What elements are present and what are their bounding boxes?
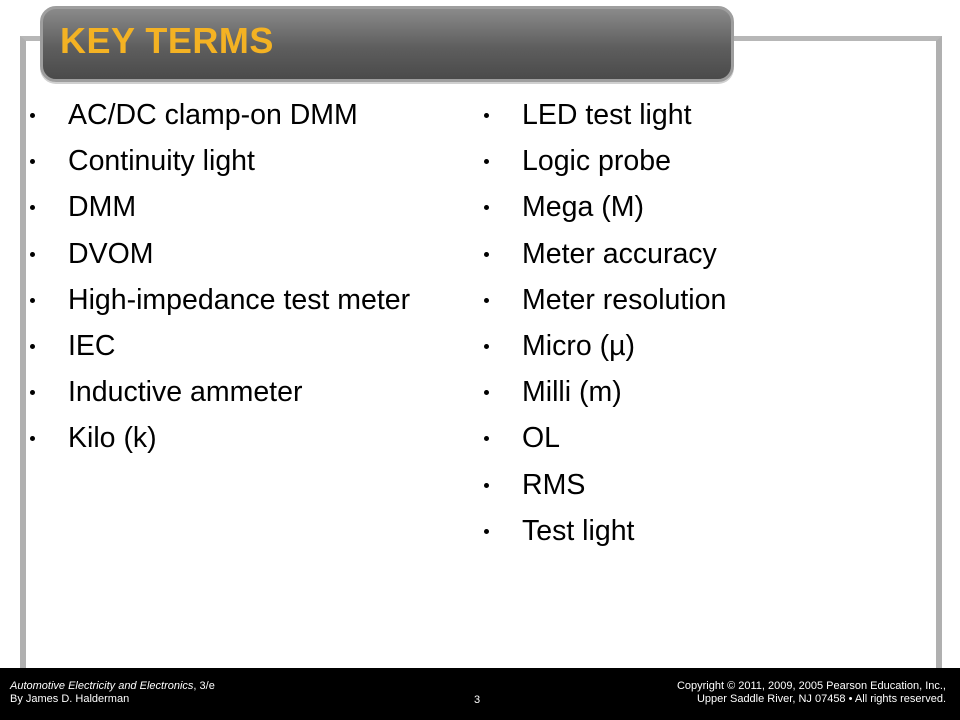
list-item <box>484 415 726 461</box>
bullet-icon <box>30 159 35 164</box>
book-author: By James D. Halderman <box>10 693 130 705</box>
list-item <box>484 231 726 277</box>
bullet-icon <box>484 390 489 395</box>
list-item <box>484 323 726 369</box>
list-item <box>30 184 410 230</box>
bullet-icon <box>30 344 35 349</box>
publisher-address: Upper Saddle River, NJ 07458 • All rights reserved. <box>696 693 946 705</box>
term-text: DMM <box>68 191 137 224</box>
page-number: 3 <box>474 694 481 706</box>
bullet-icon <box>30 298 35 303</box>
bullet-icon <box>30 436 35 441</box>
term-text: Mega (M) <box>522 191 644 224</box>
bullet-icon <box>484 298 489 303</box>
term-text: LED test light <box>522 99 692 131</box>
list-item <box>30 323 410 369</box>
bullet-icon <box>484 205 489 210</box>
list-item <box>484 184 726 230</box>
slide-title: KEY TERMS <box>60 20 274 61</box>
term-text: IEC <box>68 329 116 362</box>
copyright-text: Copyright © 2011, 2009, 2005 Pearson Education, Inc., <box>676 680 946 692</box>
term-text: Meter accuracy <box>522 237 717 270</box>
list-item <box>484 369 726 415</box>
bullet-icon <box>30 252 35 257</box>
footer-book-info <box>10 680 215 706</box>
term-text: RMS <box>522 468 586 501</box>
term-text: Meter resolution <box>522 283 727 316</box>
term-text: Inductive ammeter <box>68 376 303 409</box>
term-text: Micro (µ) <box>522 329 635 362</box>
bullet-icon <box>30 113 35 118</box>
term-text: DVOM <box>68 237 154 270</box>
bullet-icon <box>484 159 489 164</box>
term-text: Logic probe <box>522 145 671 178</box>
term-text: OL <box>522 422 561 455</box>
list-item <box>484 508 726 554</box>
bullet-icon <box>484 252 489 257</box>
list-item <box>484 138 726 184</box>
bullet-icon <box>484 436 489 441</box>
list-item <box>30 231 410 277</box>
bullet-icon <box>30 205 35 210</box>
term-text: AC/DC clamp-on DMM <box>68 99 358 131</box>
list-item <box>30 415 410 461</box>
list-item <box>484 462 726 508</box>
bullet-icon <box>30 390 35 395</box>
key-terms-right-list <box>484 92 726 554</box>
footer-copyright <box>677 680 946 706</box>
term-text: Kilo (k) <box>68 422 157 455</box>
term-text: Test light <box>522 514 635 547</box>
list-item <box>484 277 726 323</box>
list-item <box>30 92 410 138</box>
term-text: Continuity light <box>68 145 255 178</box>
bullet-icon <box>484 113 489 118</box>
footer <box>0 668 960 720</box>
key-terms-left-list <box>30 92 410 462</box>
list-item <box>30 277 410 323</box>
term-text: High-impedance test meter <box>68 283 411 316</box>
list-item <box>484 92 726 138</box>
bullet-icon <box>484 529 489 534</box>
book-edition: , 3/e <box>193 680 215 692</box>
book-title: Automotive Electricity and Electronics <box>10 680 194 692</box>
bullet-icon <box>484 344 489 349</box>
list-item <box>30 369 410 415</box>
bullet-icon <box>484 483 489 488</box>
list-item <box>30 138 410 184</box>
term-text: Milli (m) <box>522 376 622 409</box>
